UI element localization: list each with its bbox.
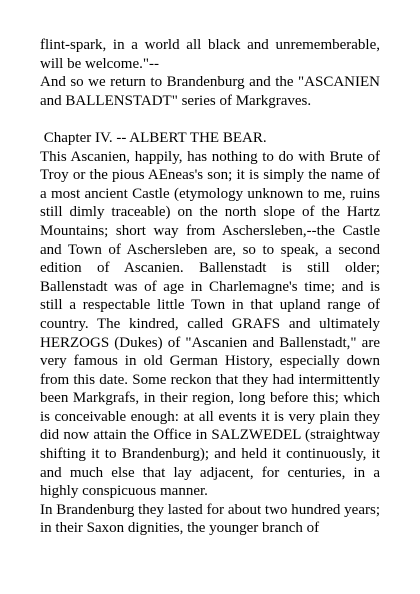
paragraph-ascanien: This Ascanien, happily, has nothing to do with Brute of Troy or the pious AEneas's son; it is simply the name of a most ancient Castle (etymology unknown to me, ruins still dimly traceable) on the north slope of the Hartz Mountains; short way from Aschersleben,--the Castle and Town of Aschersleben are, so to speak, a second edition of Ascanien. Ballenstadt is still older; Ballenstadt was of age in Charlemagne's time; and is still a respectable little Town in that upland range of country. The kindred, called GRAFS and ultimately HERZOGS (Dukes) of "Ascanien and Ballenstadt," are very famous in old German History, especially down from this date. Some reckon that they had intermittently been Markgrafs, in their region, long before this; which is conceivable enough: at all events it is very plain they did now attain the Office in SALZWEDEL (straightway shifting it to Brandenburg); and held it continuously, it and much else that lay adjacent, for centuries, in a highly conspicuous manner.: [40, 148, 380, 500]
paragraph-flint-spark: flint-spark, in a world all black and unrememberable, will be welcome."--: [40, 37, 380, 72]
chapter-heading: Chapter IV. -- ALBERT THE BEAR.: [40, 129, 267, 146]
paragraph-in-brandenburg: In Brandenburg they lasted for about two hundred years; in their Saxon dignities, the younger branch of: [40, 501, 380, 537]
blank-line: [40, 110, 380, 129]
document-page: [40, 36, 380, 538]
paragraph-return-to-brandenburg: And so we return to Brandenburg and the "ASCANIEN and BALLENSTADT" series of Markgraves.: [40, 74, 380, 109]
